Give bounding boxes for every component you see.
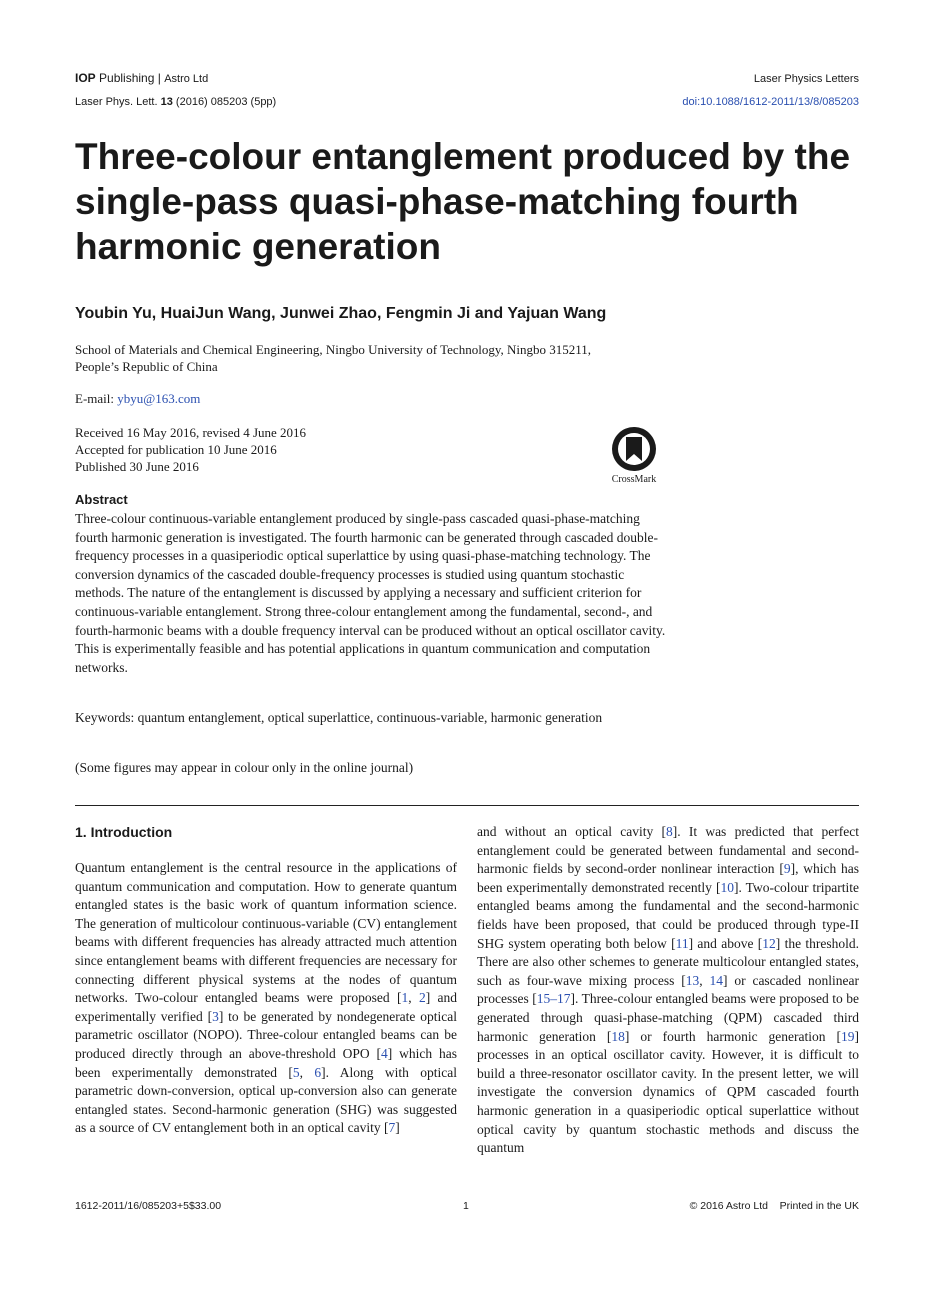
section-heading-introduction: 1. Introduction (75, 824, 173, 840)
ref-link[interactable]: 12 (762, 935, 776, 951)
affiliation-line-2: People’s Republic of China (75, 359, 218, 374)
citation-prefix: Laser Phys. Lett. (75, 96, 158, 108)
footer-copyright: © 2016 Astro Ltd Printed in the UK (689, 1200, 859, 1212)
citation-volume: 13 (160, 96, 173, 108)
ref-link[interactable]: 15–17 (536, 991, 571, 1007)
author-list: Youbin Yu, HuaiJun Wang, Junwei Zhao, Fengmin Ji and Yajuan Wang (75, 305, 607, 322)
colour-note: (Some figures may appear in colour only in the online journal) (75, 760, 414, 775)
ref-link[interactable]: 3 (212, 1008, 219, 1024)
publisher-partner: Astro Ltd (164, 73, 209, 85)
citation (75, 96, 276, 108)
footer-issn: 1612-2011/16/085203+5$33.00 (75, 1200, 222, 1212)
published-date: Published 30 June 2016 (75, 459, 199, 474)
ref-link[interactable]: 7 (388, 1120, 396, 1136)
keywords (75, 709, 635, 728)
intro-column-left: Quantum entanglement is the central resource in the applications of quantum communication and computation. How to generate quantum entangled states is the basic work of quantum information science. The generation of multicolour continuous-variable (CV) entanglement beams with different frequencies has already attracted much attention since entanglement beams with different frequencies are necessary for connecting different physical systems at the nodes of quantum networks. Two-colour entangled beams were proposed [1, 2] and experimentally verified [3] to be generated by nondegenerate optical parametric oscillator (NOPO). Three-colour entangled beams can be produced directly through an above-threshold OPO [4] which has been experimentally demonstrated [5, 6]. Along with optical parametric down-conversion, optical up-conversion also can generate entangled states. Second-harmonic generation (SHG) was suggested as a source of CV entanglement both in an optical cavity [7] (75, 860, 458, 1136)
citation-rest: (2016) 085203 (5pp) (175, 96, 277, 108)
ref-link[interactable]: 2 (418, 990, 426, 1006)
doi-link[interactable]: doi:10.1088/1612-2011/13/8/085203 (682, 96, 859, 108)
publisher-logo-bold: IOP (75, 71, 96, 85)
article-title: Three-colour entanglement produced by the single-pass quasi-phase-matching fourth harmonic generation (75, 136, 851, 267)
ref-link[interactable]: 14 (709, 972, 723, 988)
crossmark-icon (611, 426, 657, 472)
ref-link[interactable]: 4 (380, 1045, 388, 1061)
ref-link[interactable]: 11 (675, 935, 689, 951)
email-link[interactable]: ybyu@163.com (117, 391, 201, 406)
ref-link[interactable]: 6 (314, 1064, 322, 1080)
page-number: 1 (463, 1200, 469, 1212)
abstract-body: Three-colour continuous-variable entanglement produced by single-pass cascaded quasi-phase-matching fourth harmonic generation is investigated. The fourth harmonic can be generated through cascaded double-frequency processes in a quasiperiodic optical superlattice by using quasi-phase-matching technology. The conversion dynamics of the cascaded double-frequency processes is studied using quantum stochastic methods. The nature of the entanglement is discussed by applying a necessary and sufficient criterion for continuous-variable entanglement. Strong three-colour entanglement among the fundamental, second-, and fourth-harmonic beams with a double frequency interval can be produced without an optical oscillator cavity. This is experimentally feasible and has potential applications in quantum communication and computation networks. (75, 511, 666, 675)
intro-column-right: and without an optical cavity [8]. It was predicted that perfect entanglement could be generated between fundamental and second-harmonic fields by second-order nonlinear interaction [9], which has been experimentally demonstrated recently [10]. Two-colour tripartite entangled beams among the fundamental and the second-harmonic fields have been proposed, that could be produced through type-II SHG system operating both below [11] and above [12] the threshold. There are also other schemes to generate multicolour entangled states, such as four-wave mixing process [13, 14] or cascaded nonlinear processes [15–17]. Three-colour entangled beams were proposed to be generated through quasi-phase-matching (QPM) cascaded third harmonic generation [18] or fourth harmonic generation [19] processes in an optical oscillator cavity. However, it is difficult to build a three-resonator oscillator cavity. In the present letter, we will investigate the conversion dynamics of QPM cascaded fourth harmonic generation in a quasiperiodic optical superlattice without optical cavity by quantum stochastic methods and discuss the quantum (477, 824, 860, 1156)
ref-link[interactable]: 18 (611, 1028, 625, 1044)
accepted-date: Accepted for publication 10 June 2016 (75, 442, 277, 457)
section-divider (75, 805, 859, 806)
email-line (75, 391, 200, 407)
received-date: Received 16 May 2016, revised 4 June 2016 (75, 425, 307, 440)
email-label: E-mail: (75, 391, 114, 406)
journal-name: Laser Physics Letters (753, 73, 859, 85)
ref-link[interactable]: 19 (841, 1028, 855, 1044)
ref-link[interactable]: 9 (783, 861, 791, 877)
publisher-logo (75, 71, 208, 85)
ref-link[interactable]: 8 (665, 824, 673, 839)
affiliation-line-1: School of Materials and Chemical Engineering, Ningbo University of Technology, Ningbo 315211, (75, 342, 591, 357)
crossmark-badge[interactable] (604, 426, 664, 485)
keywords-list: quantum entanglement, optical superlattice, continuous-variable, harmonic generation (137, 710, 603, 725)
ref-link[interactable]: 5 (292, 1064, 300, 1080)
crossmark-label: CrossMark (611, 474, 657, 485)
abstract-heading: Abstract (75, 492, 128, 507)
ref-link[interactable]: 13 (685, 972, 700, 988)
keywords-label: Keywords: (75, 710, 135, 725)
article-dates (75, 424, 306, 475)
ref-link[interactable]: 10 (720, 879, 734, 895)
publisher-separator: | (157, 71, 161, 85)
publisher-logo-text: Publishing (99, 71, 155, 85)
ref-link[interactable]: 1 (401, 990, 409, 1006)
affiliation (75, 341, 695, 375)
